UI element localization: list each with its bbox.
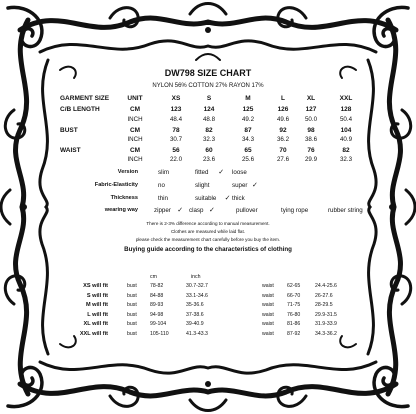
row-label: BUST [60, 127, 78, 134]
guide-cm: 89-93 [150, 302, 164, 308]
guide-cm: 94-98 [150, 311, 164, 318]
feature-label-version: Version [117, 169, 138, 175]
guide-cm: 71-75 [287, 302, 301, 308]
guide-cm: 66-70 [287, 292, 301, 299]
measurement-note-3: please check the measurement chart carefully before you buy the item. [135, 237, 281, 242]
feature-option: thin [158, 195, 168, 202]
value-cell: 32.3 [339, 156, 353, 163]
value-cell: 56 [172, 147, 180, 154]
value-cell: 22.0 [169, 156, 183, 163]
feature-option: zipper [154, 207, 171, 214]
value-cell: 127 [305, 106, 317, 113]
feature-option: rubber string [328, 207, 363, 214]
chart-title: DW798 SIZE CHART [164, 68, 252, 78]
column-header-xl: XL [306, 95, 316, 102]
column-header-xxl: XXL [339, 95, 353, 102]
guide-part: waist [262, 330, 274, 337]
guide-inch: 31.9-33.9 [315, 321, 337, 327]
guide-cm: 81-86 [287, 321, 301, 327]
row-label: WAIST [60, 147, 81, 154]
buying-guide-title: Buying guide according to the characteristics of clothing [124, 246, 292, 253]
value-cell: 29.9 [304, 156, 318, 163]
guide-inch: 26-27.6 [315, 292, 333, 299]
unit-cell: INCH [127, 156, 143, 163]
value-cell: 38.6 [304, 136, 318, 143]
guide-part: waist [262, 311, 274, 318]
guide-inch: 41.3-43.3 [186, 330, 208, 337]
feature-option: slight [195, 182, 210, 189]
value-cell: 30.7 [169, 136, 183, 143]
column-header-s: S [206, 95, 212, 102]
value-cell: 49.6 [276, 116, 290, 123]
value-cell: 126 [277, 106, 289, 113]
guide-inch: 35-36.6 [186, 302, 204, 308]
feature-option: suitable [195, 195, 217, 202]
value-cell: 49.2 [241, 116, 255, 123]
guide-cm: 99-104 [150, 321, 167, 327]
checkmark-icon: ✓ [218, 168, 225, 176]
unit-cell: INCH [127, 136, 143, 143]
guide-part: bust [127, 311, 137, 318]
guide-part: bust [127, 302, 137, 308]
guide-part: waist [262, 302, 274, 308]
guide-size-label: S will fit [86, 292, 108, 299]
value-cell: 50.4 [339, 116, 353, 123]
value-cell: 50.0 [304, 116, 318, 123]
value-cell: 27.6 [276, 156, 290, 163]
guide-size-label: XS will fit [83, 283, 108, 289]
unit-cell: CM [129, 147, 141, 154]
guide-cm: 105-110 [150, 330, 169, 337]
row-label: GARMENT SIZE [60, 95, 110, 102]
value-cell: 87 [244, 127, 252, 134]
value-cell: 123 [170, 106, 182, 113]
value-cell: 104 [340, 127, 352, 134]
guide-inch: 30.7-32.7 [186, 283, 208, 289]
value-cell: 60 [205, 147, 213, 154]
guide-size-label: M will fit [85, 302, 108, 308]
value-cell: 32.3 [202, 136, 216, 143]
value-cell: 40.9 [339, 136, 353, 143]
guide-inch: 34.3-36.2 [315, 330, 337, 337]
feature-option: clasp [189, 207, 204, 214]
value-cell: 128 [340, 106, 352, 113]
guide-inch: 28-29.5 [315, 302, 333, 308]
guide-size-label: L will fit [87, 311, 108, 318]
value-cell: 70 [279, 147, 287, 154]
guide-cm: 84-88 [150, 292, 164, 299]
feature-option: thick [232, 195, 245, 202]
checkmark-icon: ✓ [177, 206, 184, 214]
feature-label-wearing: wearing way [104, 207, 138, 213]
value-cell: 25.6 [241, 156, 255, 163]
guide-inch: 39-40.9 [186, 321, 204, 327]
guide-part: waist [262, 292, 274, 299]
value-cell: 82 [205, 127, 213, 134]
feature-option: loose [232, 169, 247, 176]
checkmark-icon: ✓ [252, 181, 258, 189]
feature-option: pullover [236, 207, 258, 214]
feature-option: tying rope [281, 207, 309, 214]
feature-option: slim [158, 169, 169, 176]
guide-part: bust [127, 330, 137, 337]
checkmark-icon: ✓ [209, 206, 215, 214]
value-cell: 98 [307, 127, 315, 134]
value-cell: 23.6 [202, 156, 216, 163]
value-cell: 76 [307, 147, 315, 154]
value-cell: 92 [279, 127, 287, 134]
guide-inch: 24.4-25.6 [315, 283, 337, 289]
material-composition: NYLON 56% COTTON 27% RAYON 17% [152, 83, 264, 89]
guide-cm: 78-82 [150, 283, 164, 289]
feature-option: fitted [195, 169, 209, 176]
guide-part: bust [127, 321, 137, 327]
guide-inch: 37-38.6 [186, 311, 204, 318]
checkmark-icon: ✓ [224, 194, 231, 202]
guide-part: bust [127, 283, 137, 289]
measurement-note-2: Clothes are measured while laid flat. [170, 229, 246, 234]
row-label: C/B LENGTH [60, 106, 100, 113]
guide-size-label: XL will fit [83, 321, 108, 327]
guide-inch: 33.1-34.6 [186, 292, 208, 299]
value-cell: 78 [172, 127, 180, 134]
value-cell: 48.8 [202, 116, 216, 123]
measurement-note-1: There is 2-3% difference according to manual measurement. [146, 221, 270, 226]
value-cell: 34.3 [241, 136, 255, 143]
guide-part: waist [262, 283, 274, 289]
guide-part: bust [127, 292, 137, 299]
value-cell: 36.2 [276, 136, 290, 143]
guide-inch: 29.9-31.5 [315, 311, 337, 318]
guide-cm: 87-92 [287, 330, 301, 337]
column-header-xs: XS [171, 95, 181, 102]
value-cell: 65 [244, 147, 252, 154]
column-header-m: M [245, 95, 251, 102]
guide-cm: 62-65 [287, 283, 301, 289]
value-cell: 82 [342, 147, 350, 154]
feature-option: no [158, 182, 165, 189]
value-cell: 125 [242, 106, 254, 113]
value-cell: 124 [203, 106, 215, 113]
unit-cell: CM [129, 127, 141, 134]
feature-label-elasticity: Fabric-Elasticity [94, 182, 138, 188]
guide-cm: 76-80 [287, 311, 301, 318]
feature-option: super [232, 182, 248, 189]
unit-cell: CM [129, 106, 141, 113]
feature-label-thickness: Thickness [110, 195, 138, 201]
guide-col-inch: inch [191, 274, 201, 280]
guide-size-label: XXL will fit [79, 330, 108, 337]
value-cell: 48.4 [169, 116, 183, 123]
guide-part: waist [262, 321, 274, 327]
column-header-l: L [281, 95, 285, 102]
unit-cell: INCH [127, 116, 143, 123]
guide-col-cm: cm [150, 274, 157, 280]
column-header-unit: UNIT [127, 95, 143, 102]
